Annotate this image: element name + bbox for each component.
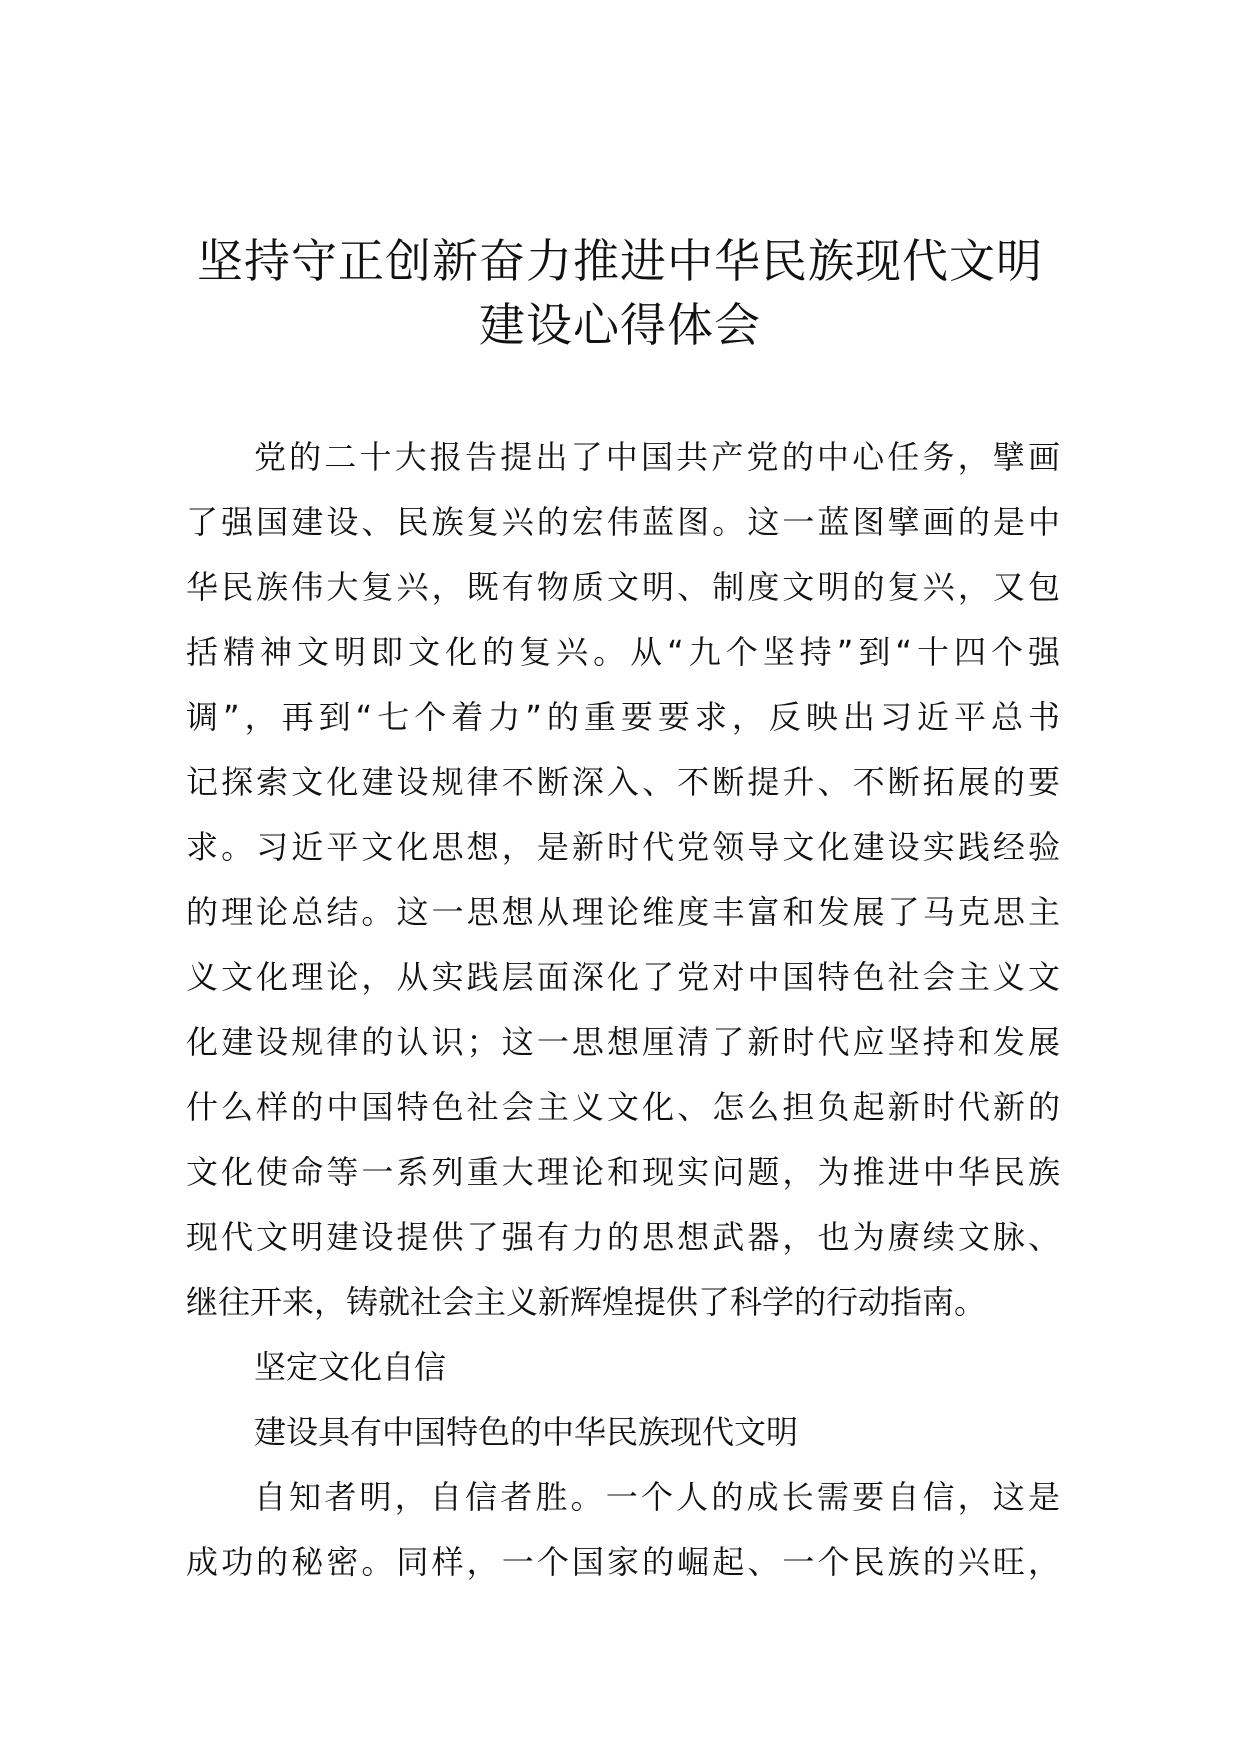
paragraph-line-13: 现代文明建设提供了强有力的思想武器，也为赓续文脉、 xyxy=(186,1218,1060,1256)
section-heading-line-2: 建设具有中国特色的中华民族现代文明 xyxy=(254,1413,799,1451)
paragraph-line-9: 义文化理论，从实践层面深化了党对中国特色社会主义文 xyxy=(186,958,1060,996)
paragraph-line-5: 调”，再到“七个着力”的重要要求，反映出习近平总书 xyxy=(186,698,1060,736)
paragraph-line-11: 什么样的中国特色社会主义文化、怎么担负起新时代新的 xyxy=(186,1088,1060,1126)
document-title-line-2: 建设心得体会 xyxy=(479,298,761,352)
paragraph-line-15: 自知者明，自信者胜。一个人的成长需要自信，这是 xyxy=(254,1478,1060,1516)
section-heading-line-1: 坚定文化自信 xyxy=(254,1348,447,1386)
paragraph-line-10: 化建设规律的认识；这一思想厘清了新时代应坚持和发展 xyxy=(186,1023,1060,1061)
paragraph-line-1: 党的二十大报告提出了中国共产党的中心任务，擘画 xyxy=(254,438,1060,476)
paragraph-line-2: 了强国建设、民族复兴的宏伟蓝图。这一蓝图擘画的是中 xyxy=(186,503,1060,541)
paragraph-line-12: 文化使命等一系列重大理论和现实问题，为推进中华民族 xyxy=(186,1153,1060,1191)
paragraph-line-4: 括精神文明即文化的复兴。从“九个坚持”到“十四个强 xyxy=(186,633,1060,671)
paragraph-line-6: 记探索文化建设规律不断深入、不断提升、不断拓展的要 xyxy=(186,763,1060,801)
document-body xyxy=(186,425,1060,1595)
paragraph-line-8: 的理论总结。这一思想从理论维度丰富和发展了马克思主 xyxy=(186,893,1060,931)
paragraph-line-7: 求。习近平文化思想，是新时代党领导文化建设实践经验 xyxy=(186,828,1060,866)
paragraph-line-16: 成功的秘密。同样，一个国家的崛起、一个民族的兴旺， xyxy=(186,1543,1060,1581)
paragraph-line-3: 华民族伟大复兴，既有物质文明、制度文明的复兴，又包 xyxy=(186,568,1060,606)
paragraph-line-14: 继往开来，铸就社会主义新辉煌提供了科学的行动指南。 xyxy=(186,1283,987,1321)
document-title-line-1: 坚持守正创新奋力推进中华民族现代文明 xyxy=(197,234,1043,288)
